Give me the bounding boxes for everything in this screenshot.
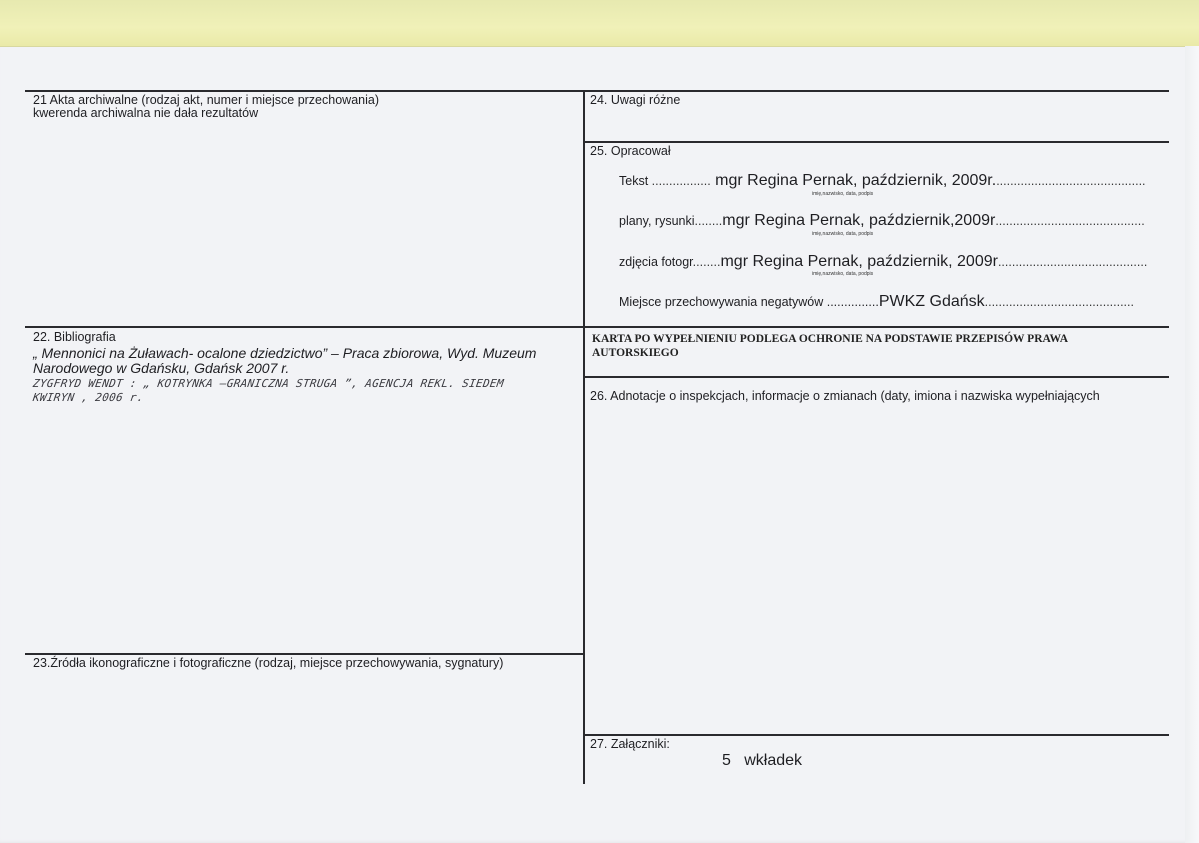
s25-row-lead: ................. — [648, 174, 711, 188]
rule-s23 — [25, 653, 585, 655]
s21-value: kwerenda archiwalna nie dała rezultatów — [33, 106, 259, 120]
s21-label: 21 Akta archiwalne (rodzaj akt, numer i miejsce przechowania) — [33, 93, 379, 107]
s27-value: 5 wkładek — [722, 752, 803, 769]
yellow-tape-strip — [0, 0, 1199, 47]
s25-row-trail: ........................................... — [997, 255, 1148, 269]
s22-citation-line2: Narodowego w Gdańsku, Gdańsk 2007 r. — [33, 360, 290, 376]
rule-protection — [585, 326, 1169, 328]
s25-row-text — [619, 174, 1146, 188]
s25-row-value: mgr Regina Pernak, październik, 2009r. — [710, 172, 997, 189]
protection-note-line1: KARTA PO WYPEŁNIENIU PODLEGA OCHRONIE NA PODSTAWIE PRZEPISÓW PRAWA — [592, 333, 1069, 345]
top-rule-left — [25, 90, 585, 92]
rule-s27 — [585, 734, 1169, 736]
s25-row-hint: imię,nazwisko, data, podpis — [812, 191, 874, 197]
s25-row-prefix: plany, rysunki — [619, 214, 695, 228]
s25-row-photos — [619, 255, 1147, 269]
s22-handwritten-line1: ZYGFRYD WENDT : „ KOTRYNKA –GRANICZNA STRUGA ”, AGENCJA REKL. SIEDEM — [32, 377, 505, 390]
s22-handwritten-line2: KWIRYN , 2006 r. — [32, 391, 145, 404]
s25-row-trail: ........................................... — [995, 214, 1145, 228]
rule-s22 — [25, 326, 585, 328]
s25-row-lead: ........ — [694, 214, 723, 228]
s25-row-prefix: Tekst — [619, 174, 649, 188]
s26-label: 26. Adnotacje o inspekcjach, informacje o zmianach (daty, imiona i nazwiska wypełniających — [590, 389, 1100, 403]
s25-row-prefix: zdjęcia fotogr — [619, 255, 693, 269]
s25-negatives-value: PWKZ Gdańsk — [878, 293, 985, 310]
rule-s25 — [585, 141, 1169, 143]
protection-note-line2: AUTORSKIEGO — [592, 347, 679, 359]
s23-label: 23.Źródła ikonograficzne i fotograficzne (rodzaj, miejsce przechowywania, sygnatury) — [33, 656, 504, 670]
s25-row-hint: imię,nazwisko, data, podpis — [812, 231, 874, 237]
s27-label: 27. Załączniki: — [590, 737, 670, 751]
s25-row-hint: imię,nazwisko, data, podpis — [812, 271, 874, 277]
s24-label: 24. Uwagi różne — [590, 93, 681, 107]
s25-row-plans — [619, 214, 1145, 228]
center-divider — [583, 90, 585, 784]
s25-negatives-trail: ........................................... — [984, 295, 1134, 309]
page-edge — [1185, 46, 1199, 843]
top-rule-right — [585, 90, 1169, 92]
s25-row-trail: ........................................... — [996, 174, 1146, 188]
s25-row-value: mgr Regina Pernak, październik,2009r — [722, 212, 996, 229]
s22-citation-line1: „ Mennonici na Żuławach- ocalone dziedzictwo” – Praca zbiorowa, Wyd. Muzeum — [33, 345, 537, 361]
rule-s26 — [585, 376, 1169, 378]
s25-row-value: mgr Regina Pernak, październik, 2009r — [720, 253, 998, 270]
s22-label: 22. Bibliografia — [33, 330, 116, 344]
s25-row-lead: ........ — [692, 255, 721, 269]
s25-negatives-label: Miejsce przechowywania negatywów ............... — [619, 295, 879, 309]
s25-negatives — [619, 295, 1134, 309]
s25-label: 25. Opracował — [590, 144, 671, 158]
